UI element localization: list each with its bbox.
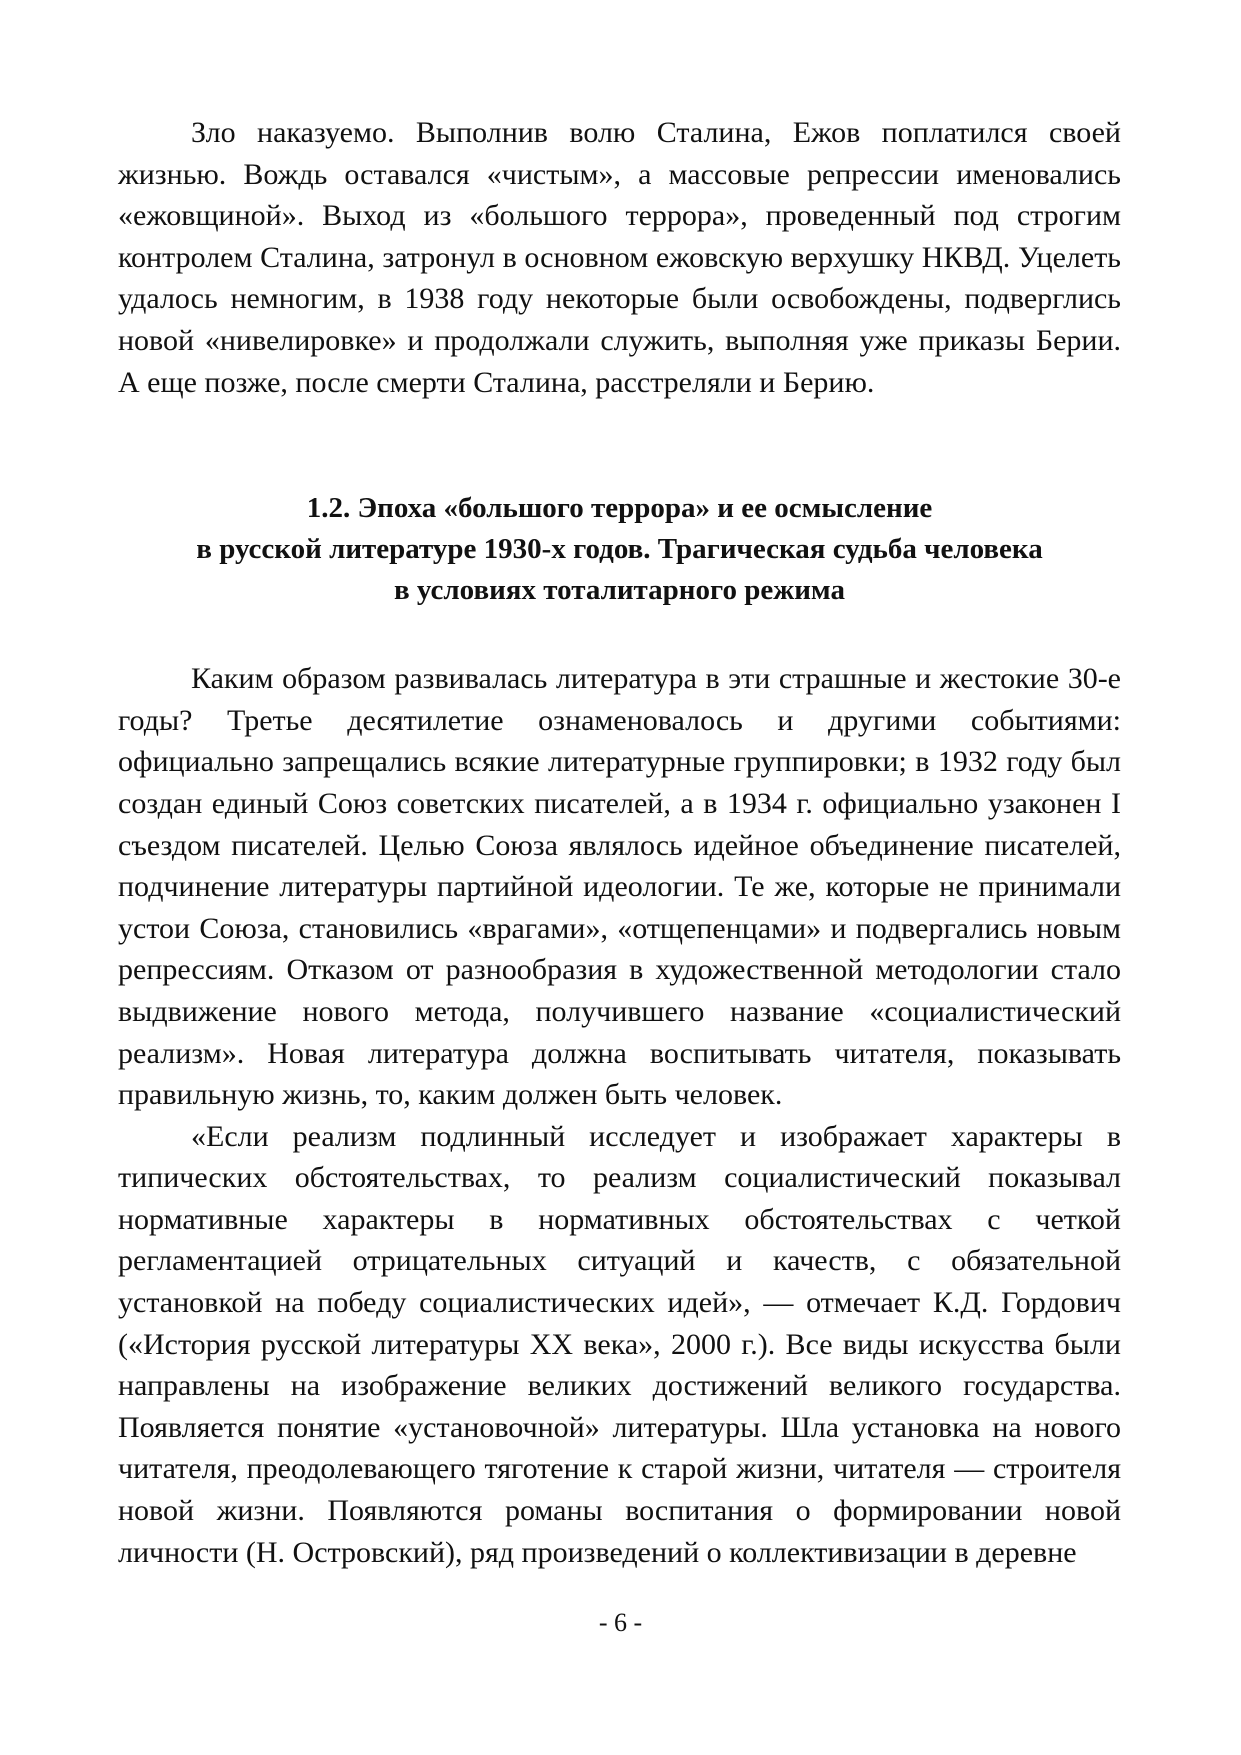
paragraph-1: Зло наказуемо. Выполнив волю Сталина, Ежов поплатился своей жизнью. Вождь оставался «чистым», а массовые репрессии именовались «ежовщиной». Выход из «большого террора», проведенный под строгим контролем Сталина, затронул в основном ежовскую верхушку НКВД. Уцелеть удалось немногим, в 1938 году некоторые были освобождены, подверглись новой «нивелировке» и продолжали служить, выполняя уже приказы Берии. А еще позже, после смерти Сталина, расстреляли и Берию. [118,116,1121,399]
page-content [118,112,1121,1573]
section-heading-line-2: в русской литературе 1930-х годов. Трагическая судьба человека [196,533,1043,566]
page-number: - 6 - [598,1608,643,1637]
section-heading-line-3: в условиях тоталитарного режима [394,574,845,607]
section-spacer [118,611,1121,658]
paragraph-2: Каким образом развивалась литература в эти страшные и жестокие 30-е годы? Третье десятилетие ознаменовалось и другими событиями: официально запрещались всякие литературные группировки; в 1932 году был создан единый Союз советских писателей, а в 1934 г. официально узаконен I съездом писателей. Целью Союза являлось идейное объединение писателей, подчинение литературы партийной идеологии. Те же, которые не принимали устои Союза, становились «врагами», «отщепенцами» и подвергались новым репрессиям. Отказом от разнообразия в художественной методологии стало выдвижение нового метода, получившего название «социалистический реализм». Новая литература должна воспитывать читателя, показывать правильную жизнь, то, каким должен быть человек. [118,662,1121,1112]
section-heading [118,488,1121,611]
section-heading-line-1: 1.2. Эпоха «большого террора» и ее осмысление [306,492,933,525]
paragraph-3: «Если реализм подлинный исследует и изображает характеры в типических обстоятельствах, то реализм социалистический показывал нормативные характеры в нормативных обстоятельствах с четкой регламентацией отрицательных ситуаций и качеств, с обязательной установкой на победу социалистических идей», — отмечает К.Д. Гордович («История русской литературы XX века», 2000 г.). Все виды искусства были направлены на изображение великих достижений великого государства. Появляется понятие «установочной» литературы. Шла установка на нового читателя, преодолевающего тяготение к старой жизни, читателя — строителя новой жизни. Появляются романы воспитания о формировании новой личности (Н. Островский), ряд произведений о коллективизации в деревне [118,1119,1121,1569]
